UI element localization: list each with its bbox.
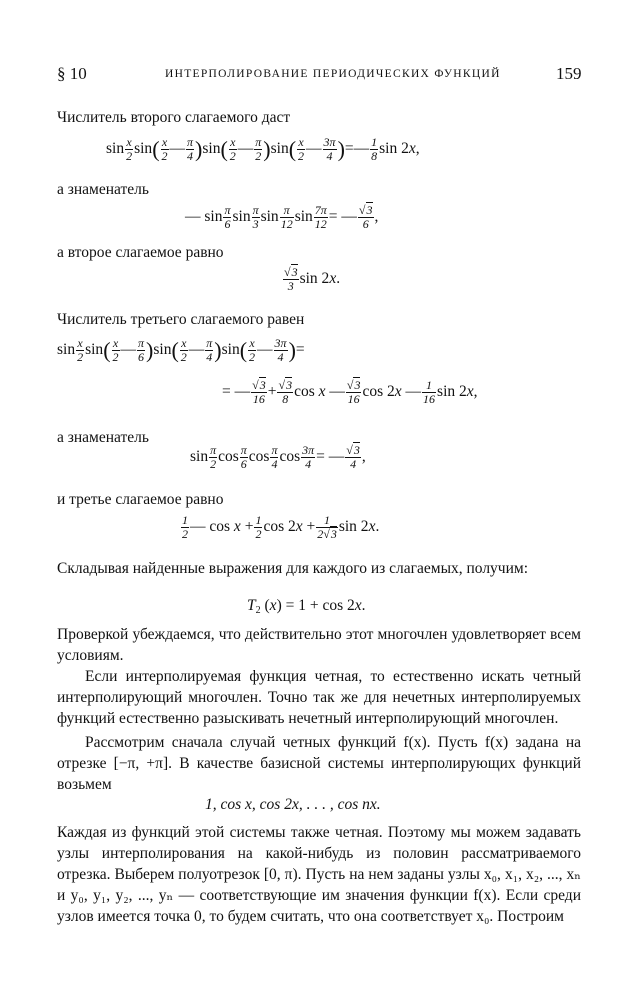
running-title: ИНТЕРПОЛИРОВАНИЕ ПЕРИОДИЧЕСКИХ ФУНКЦИЙ (165, 68, 501, 80)
paragraph-1: Числитель второго слагаемого даст (57, 109, 291, 126)
paragraph-11: Каждая из функций этой системы также четная. Поэтому мы можем задавать узлы интерполирования на какой-нибудь из половин рассматриваемого отрезка. Выберем полуотрезок [0, π). Пусть на нем заданы узлы x₀, x₁, x₂, ..., xₙ и y₀, y₁, y₂, ..., yₙ — соответствующие им значения функции f(x). Если среди узлов имеется точка 0, то будем считать, что она соответствует x₀. Построим (57, 824, 581, 925)
paragraph-2: а знаменатель (57, 181, 149, 198)
page-number: 159 (556, 64, 582, 83)
paragraph-6: и третье слагаемое равно (57, 491, 224, 508)
equation-5: sin $\frac{\pi}{2}$ cos $\frac{\pi}{6}$ cos $\frac{\pi}{4}$ cos $\frac{3\pi}{4}$ = — $\frac{√3}{4}$ , (190, 443, 366, 471)
equation-8: 1, cos x, cos 2x, . . . , cos nx. (205, 796, 381, 813)
paragraph-4: Числитель третьего слагаемого равен (57, 311, 305, 328)
equation-4b: = — $\frac{√3}{16}$ + $\frac{√3}{8}$ cos x — $\frac{√3}{16}$ cos 2x — $\frac{1}{16}$ sin 2x, (222, 378, 478, 406)
paragraph-10: Рассмотрим сначала случай четных функций f(x). Пусть f(x) задана на отрезке [−π, +π]. В качестве базисной системы интерполирующих функций возьмем (57, 734, 581, 793)
equation-7: $T_2$ (x) = 1 + cos 2x. (247, 597, 366, 616)
paragraph-9: Если интерполируемая функция четная, то естественно искать четный интерполирующий многочлен. Точно так же для нечетных интерполируемых функций естественно разыскивать нечетный интерполирующий многочлен. (57, 668, 581, 727)
equation-6: $\frac{1}{2}$ — cos x + $\frac{1}{2}$ cos 2x + $\frac{1}{2√3}$ sin 2x. (182, 513, 380, 541)
paragraph-8: Проверкой убеждаемся, что действительно этот многочлен удовлетворяет всем условиям. (57, 626, 581, 664)
equation-1: sin $\frac{x}{2}$ sin( $\frac{x}{2}$ — $\frac{\pi}{4}$ )sin( $\frac{x}{2}$ — $\frac{\pi}{2}$ )sin( $\frac{x}{2}$ — $\frac{3\pi}{4}$ )=— $\frac{1}{8}$ sin 2x, (106, 135, 420, 163)
paragraph-7: Складывая найденные выражения для каждого из слагаемых, получим: (57, 560, 529, 577)
equation-2: — sin $\frac{\pi}{6}$ sin $\frac{\pi}{3}$ sin $\frac{\pi}{12}$ sin $\frac{7\pi}{12}$ = — $\frac{√3}{6}$ , (185, 203, 379, 231)
equation-3: $\frac{√3}{3}$ sin 2x. (284, 265, 341, 293)
equation-4a: sin $\frac{x}{2}$ sin( $\frac{x}{2}$ — $\frac{\pi}{6}$ )sin( $\frac{x}{2}$ — $\frac{\pi}{4}$ )sin( $\frac{x}{2}$ — $\frac{3\pi}{4}$ )= (57, 336, 305, 364)
paragraph-5: а знаменатель (57, 429, 149, 446)
paragraph-3: а второе слагаемое равно (57, 244, 224, 261)
section-number: § 10 (57, 64, 87, 83)
